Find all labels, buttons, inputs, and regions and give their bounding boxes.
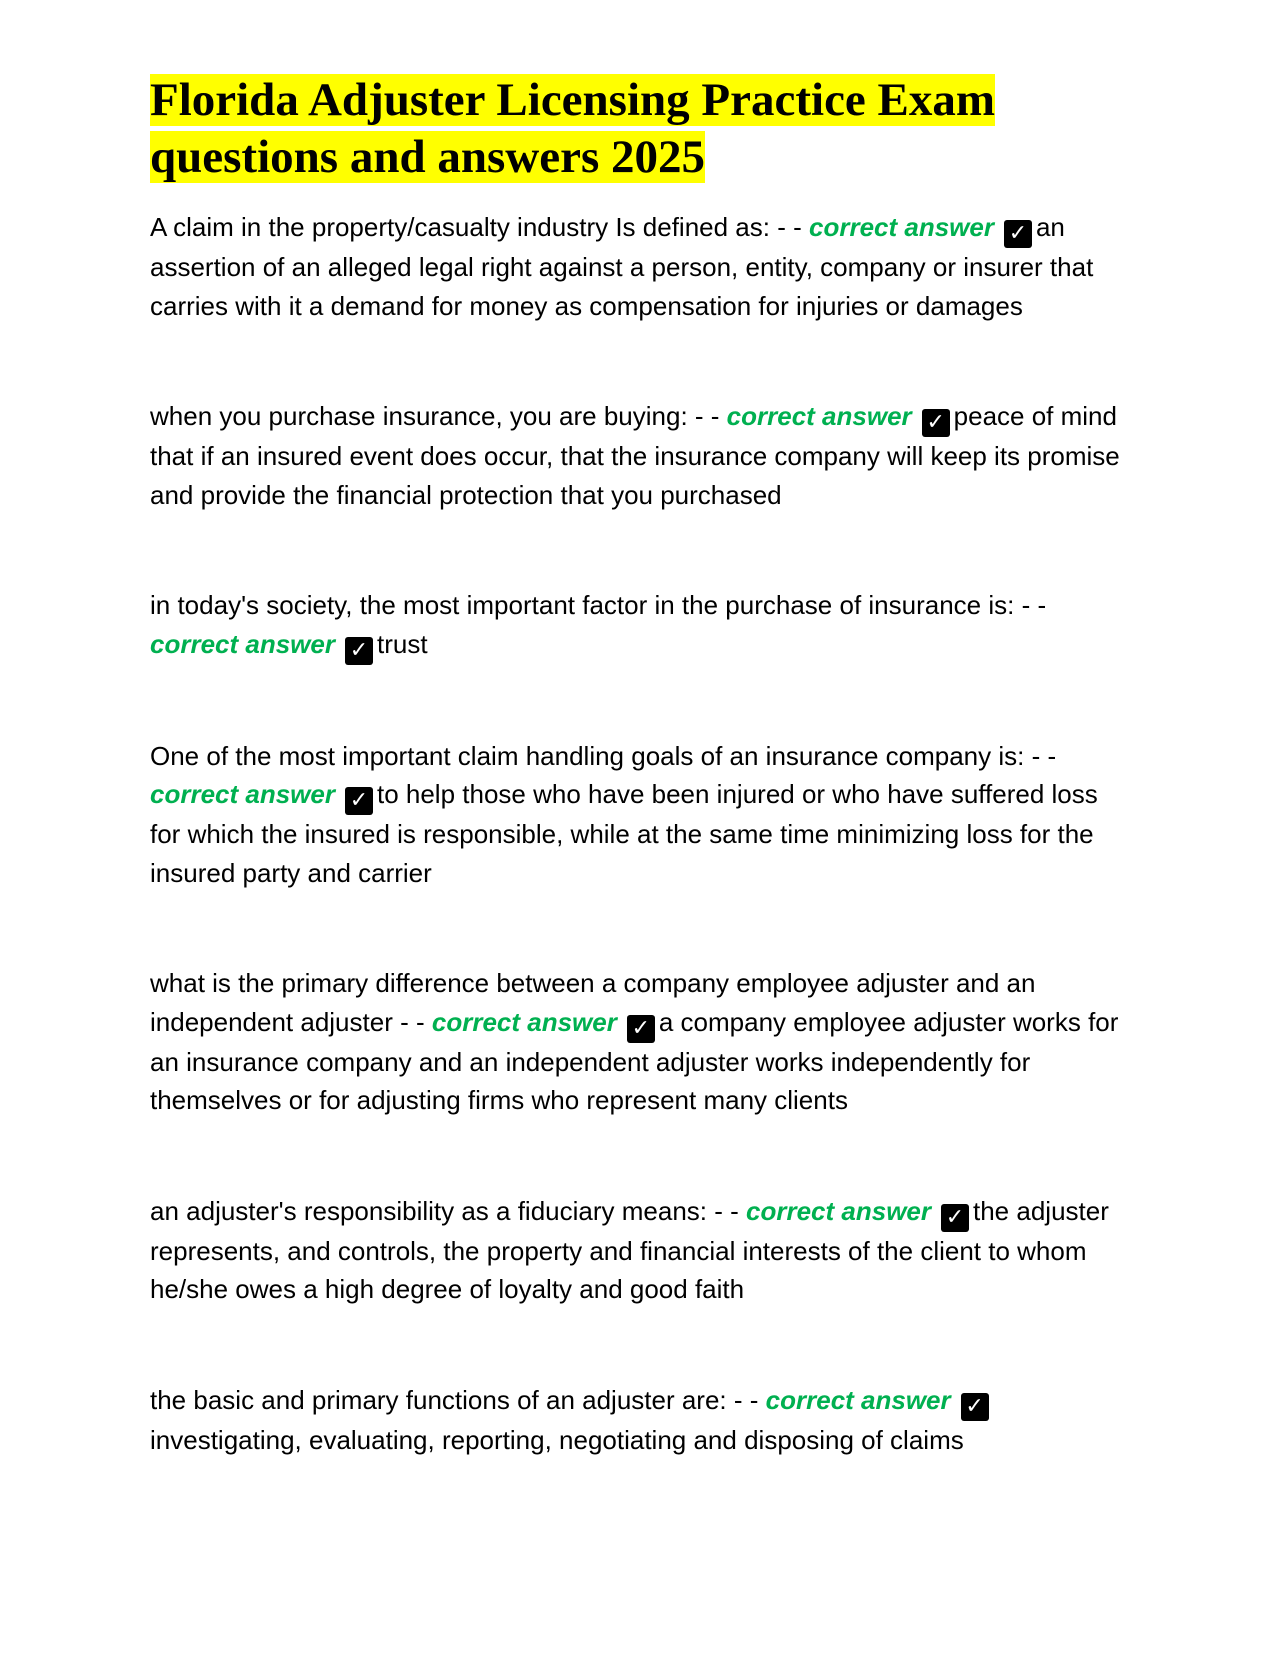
separator: - - (392, 1006, 432, 1037)
correct-answer-label: correct answer (150, 779, 335, 809)
question-text: the basic and primary functions of an adjuster are: (150, 1384, 727, 1415)
check-mark-icon: ✓ (345, 787, 373, 815)
check-mark-icon: ✓ (345, 637, 373, 665)
answer-text: the adjuster represents, and controls, the property and financial interests of the client to whom he/she owes a high degree of loyalty and good faith (150, 1195, 1109, 1304)
document-title (150, 72, 1130, 186)
qa-item (150, 1381, 1130, 1460)
question-text: what is the primary difference between a company employee adjuster and an independent adjuster (150, 968, 1036, 1037)
qa-item (150, 208, 1130, 325)
question-text: A claim in the property/casualty industry Is defined as: (150, 212, 770, 242)
correct-answer-label: correct answer (746, 1195, 931, 1226)
separator: - - (1024, 740, 1057, 771)
check-mark-icon: ✓ (1004, 220, 1032, 248)
qa-item (150, 586, 1130, 665)
question-text: an adjuster's responsibility as a fiduciary means: (150, 1195, 708, 1226)
answer-text: peace of mind that if an insured event does occur, that the insurance company will keep its promise and provide the financial protection that you purchased (150, 401, 1120, 510)
question-text: when you purchase insurance, you are buying: (150, 401, 688, 431)
check-mark-icon: ✓ (922, 409, 950, 437)
correct-answer-label: correct answer (150, 628, 335, 659)
question-text: One of the most important claim handling goals of an insurance company is: (150, 740, 1025, 771)
separator: - - (769, 212, 809, 242)
qa-item (150, 1192, 1130, 1309)
separator: - - (1014, 590, 1047, 620)
answer-text: an assertion of an alleged legal right against a person, entity, company or insurer that carries with it a demand for money as compensation for injuries or damages (150, 212, 1094, 321)
answer-text: to help those who have been injured or who have suffered loss for which the insured is responsible, while at the same time minimizing loss for the insured party and carrier (150, 779, 1098, 888)
answer-text: trust (376, 628, 428, 659)
title-highlight: Florida Adjuster Licensing Practice Exam questions and answers 2025 (150, 74, 996, 183)
check-mark-icon: ✓ (961, 1393, 989, 1421)
qa-item (150, 964, 1130, 1120)
question-text: in today's society, the most important factor in the purchase of insurance is: (150, 590, 1015, 620)
answer-text: investigating, evaluating, reporting, negotiating and disposing of claims (150, 1424, 964, 1455)
check-mark-icon: ✓ (941, 1204, 969, 1232)
qa-item (150, 397, 1130, 514)
separator: - - (687, 401, 727, 431)
correct-answer-label: correct answer (431, 1006, 617, 1037)
correct-answer-label: correct answer (726, 401, 912, 431)
qa-item (150, 737, 1130, 893)
correct-answer-label: correct answer (765, 1384, 951, 1415)
document-page (150, 72, 1130, 1459)
answer-text: a company employee adjuster works for an insurance company and an independent adjuster works independently for themselves or for adjusting firms who represent many clients (150, 1006, 1119, 1115)
separator: - - (726, 1384, 766, 1415)
separator: - - (707, 1195, 747, 1226)
check-mark-icon: ✓ (627, 1015, 655, 1043)
correct-answer-label: correct answer (808, 212, 994, 242)
